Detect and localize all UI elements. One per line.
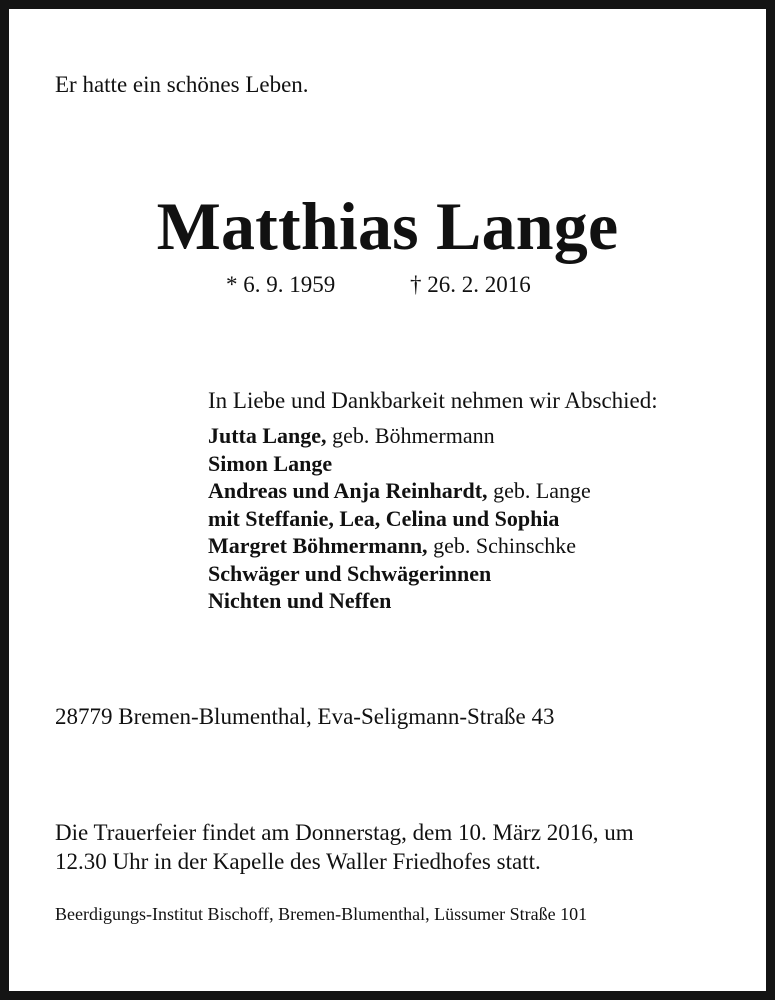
funeral-home: Beerdigungs-Institut Bischoff, Bremen-Blumenthal, Lüssumer Straße 101 xyxy=(55,904,588,924)
motto: Er hatte ein schönes Leben. xyxy=(55,72,309,97)
mourner-suffix: geb. Böhmermann xyxy=(326,423,495,448)
mourner-name: Nichten und Neffen xyxy=(208,588,392,613)
mourner-entry xyxy=(208,587,591,615)
funeral-notice xyxy=(55,818,634,876)
mourner-suffix: geb. Schinschke xyxy=(427,533,577,558)
mourner-name: Jutta Lange, xyxy=(208,423,327,448)
deceased-name: Matthias Lange xyxy=(156,188,619,264)
funeral-notice-line: 12.30 Uhr in der Kapelle des Waller Friedhofes statt. xyxy=(55,849,541,874)
mourner-entry xyxy=(208,532,591,560)
mourner-entry xyxy=(208,505,591,533)
mourner-entry xyxy=(208,450,591,478)
mourner-suffix: geb. Lange xyxy=(487,478,591,503)
mourners-list xyxy=(208,422,591,615)
mourner-entry xyxy=(208,422,591,450)
mourner-name: Schwäger und Schwägerinnen xyxy=(208,560,492,586)
mourner-entry xyxy=(208,477,591,505)
mourner-name: Simon Lange xyxy=(208,450,333,476)
mourner-name: Andreas und Anja Reinhardt, xyxy=(208,478,488,503)
farewell-line: In Liebe und Dankbarkeit nehmen wir Abschied: xyxy=(208,388,658,413)
mourner-entry xyxy=(208,560,591,588)
death-date: † 26. 2. 2016 xyxy=(410,272,531,297)
family-address: 28779 Bremen-Blumenthal, Eva-Seligmann-Straße 43 xyxy=(55,704,555,729)
birth-date: * 6. 9. 1959 xyxy=(226,272,336,297)
mourner-name: mit Steffanie, Lea, Celina und Sophia xyxy=(208,505,560,531)
mourner-name: Margret Böhmermann, xyxy=(208,533,428,558)
funeral-notice-line: Die Trauerfeier findet am Donnerstag, dem 10. März 2016, um xyxy=(55,820,634,845)
